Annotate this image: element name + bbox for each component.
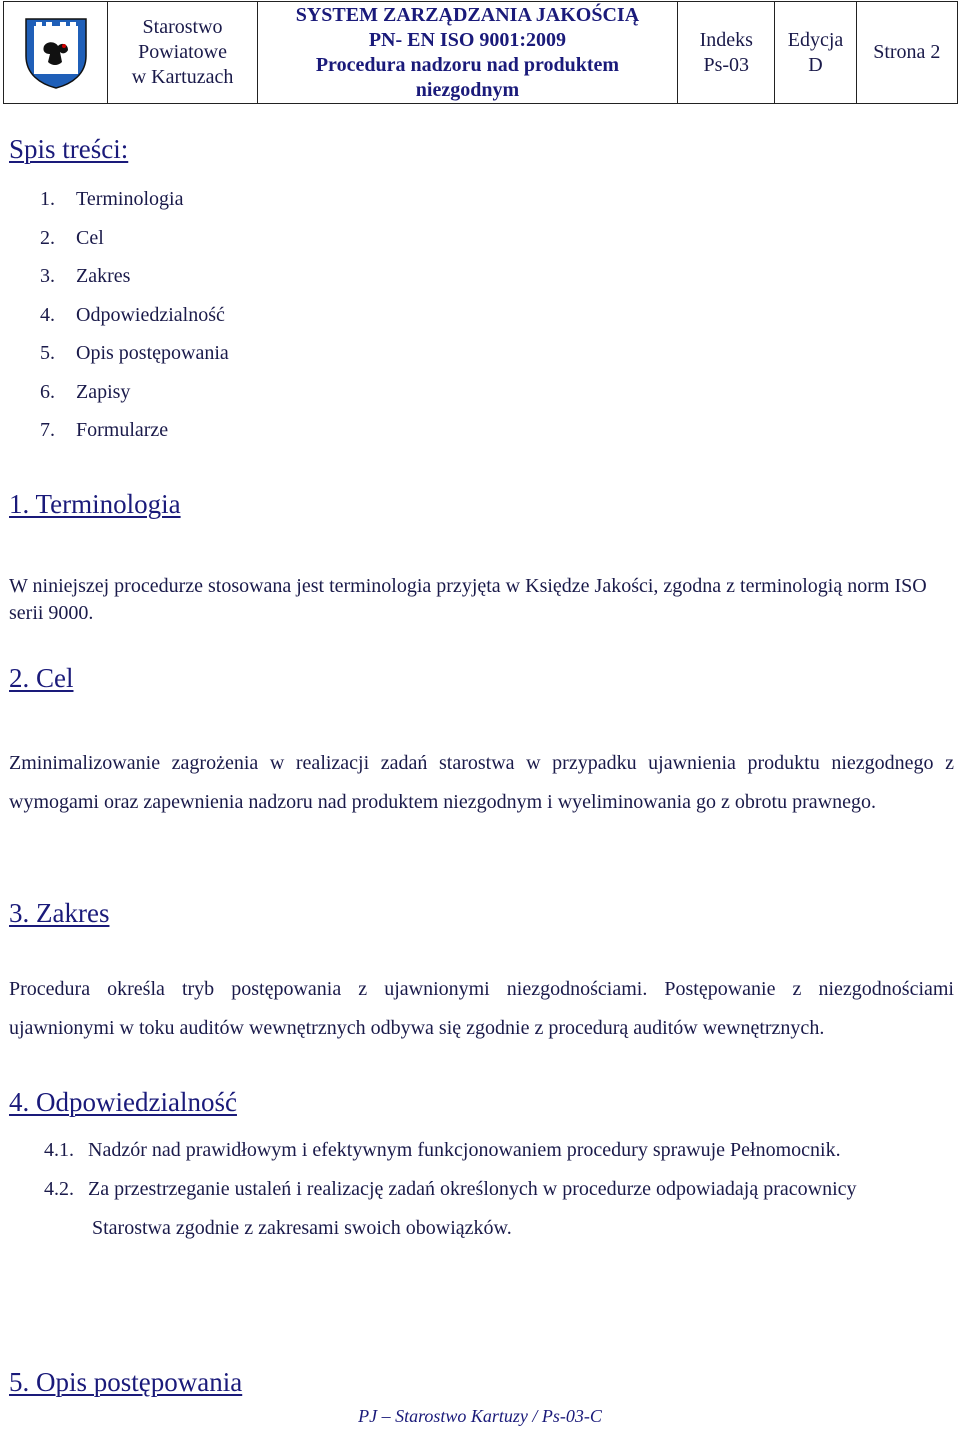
logo-cell xyxy=(4,2,108,104)
toc-item xyxy=(40,296,229,335)
toc-item-label: Formularze xyxy=(76,419,169,441)
page-footer: PJ – Starostwo Kartuzy / Ps-03-C xyxy=(358,1406,602,1426)
system-title-line-3: Procedura nadzoru nad produktem xyxy=(315,53,620,76)
section-heading-odpowiedzialnosc: 4. Odpowiedzialność xyxy=(9,1087,237,1117)
responsibility-item-text-continued: Starostwa zgodnie z zakresami swoich obowiązków. xyxy=(92,1216,512,1239)
organization-name-cell xyxy=(108,2,257,104)
document-header-table xyxy=(3,1,958,104)
toc-item-label: Zapisy xyxy=(76,380,131,403)
index-cell xyxy=(678,2,775,104)
section-text-cel: Zminimalizowanie zagrożenia w realizacji zadań starostwa w przypadku ujawnienia produktu niezgodnego z wymogami oraz zapewnienia nadzoru nad produktem niezgodnym i wyeliminowania go z obrotu prawnego. xyxy=(9,752,954,813)
toc-item-label: Cel xyxy=(76,226,104,249)
toc-item-number: 1. xyxy=(40,188,55,210)
toc-item-number: 3. xyxy=(40,265,55,287)
section-heading-cel: 2. Cel xyxy=(9,663,74,693)
toc-item xyxy=(40,334,229,373)
toc-item xyxy=(40,411,229,450)
toc-item-label: Terminologia xyxy=(76,188,184,210)
system-title-line-2: PN- EN ISO 9001:2009 xyxy=(368,28,567,51)
edition-label: Edycja xyxy=(787,28,844,51)
section-heading-zakres: 3. Zakres xyxy=(9,898,110,928)
responsibility-item-number: 4.2. xyxy=(44,1178,74,1200)
org-line-3: w Kartuzach xyxy=(131,66,234,88)
edition-value: D xyxy=(808,53,823,76)
toc-item xyxy=(40,257,229,296)
section-text-zakres: Procedura określa tryb postępowania z ujawnionymi niezgodnościami. Postępowanie z niezgodnościami ujawnionymi w toku auditów wewnętrznych odbywa się zgodnie z procedurą auditów wewnętrznych. xyxy=(9,978,954,1039)
toc-item-number: 5. xyxy=(40,342,55,364)
toc-item-number: 2. xyxy=(40,226,55,249)
edition-cell xyxy=(775,2,856,104)
toc-item xyxy=(40,180,229,219)
toc-item-label: Opis postępowania xyxy=(76,342,229,364)
toc-item-label: Zakres xyxy=(76,265,131,287)
system-title-line-1: SYSTEM ZARZĄDZANIA JAKOŚCIĄ xyxy=(295,3,640,26)
responsibility-item-text: Nadzór nad prawidłowym i efektywnym funkcjonowaniem procedury sprawuje Pełnomocnik. xyxy=(88,1139,841,1161)
index-label: Indeks xyxy=(699,28,753,51)
table-of-contents xyxy=(40,180,229,450)
page-number-cell xyxy=(856,2,957,104)
index-value: Ps-03 xyxy=(703,53,750,76)
responsibility-item-number: 4.1. xyxy=(44,1139,74,1161)
coat-of-arms-griffin-icon xyxy=(22,16,90,90)
system-title-line-4: niezgodnym xyxy=(415,78,520,101)
page-label: Strona 2 xyxy=(873,41,941,63)
system-title-cell xyxy=(257,2,677,104)
section-heading-terminologia: 1. Terminologia xyxy=(9,489,181,519)
toc-item xyxy=(40,219,229,258)
responsibility-item xyxy=(44,1131,956,1170)
org-line-2: Powiatowe xyxy=(138,41,227,63)
section-heading-opis: 5. Opis postępowania xyxy=(9,1367,243,1397)
toc-item-label: Odpowiedzialność xyxy=(76,303,225,326)
toc-heading: Spis treści: xyxy=(9,134,129,164)
org-line-1: Starostwo xyxy=(142,16,223,38)
toc-item-number: 4. xyxy=(40,303,55,326)
section-text-terminologia: W niniejszej procedurze stosowana jest terminologia przyjęta w Księdze Jakości, zgodna z terminologią norm ISO serii 9000. xyxy=(9,575,927,624)
responsibility-item xyxy=(44,1170,956,1247)
responsibility-item-text: Za przestrzeganie ustaleń i realizację zadań określonych w procedurze odpowiadają pracownicy xyxy=(88,1178,857,1200)
toc-item xyxy=(40,373,229,412)
toc-item-number: 6. xyxy=(40,380,55,403)
toc-item-number: 7. xyxy=(40,419,55,441)
